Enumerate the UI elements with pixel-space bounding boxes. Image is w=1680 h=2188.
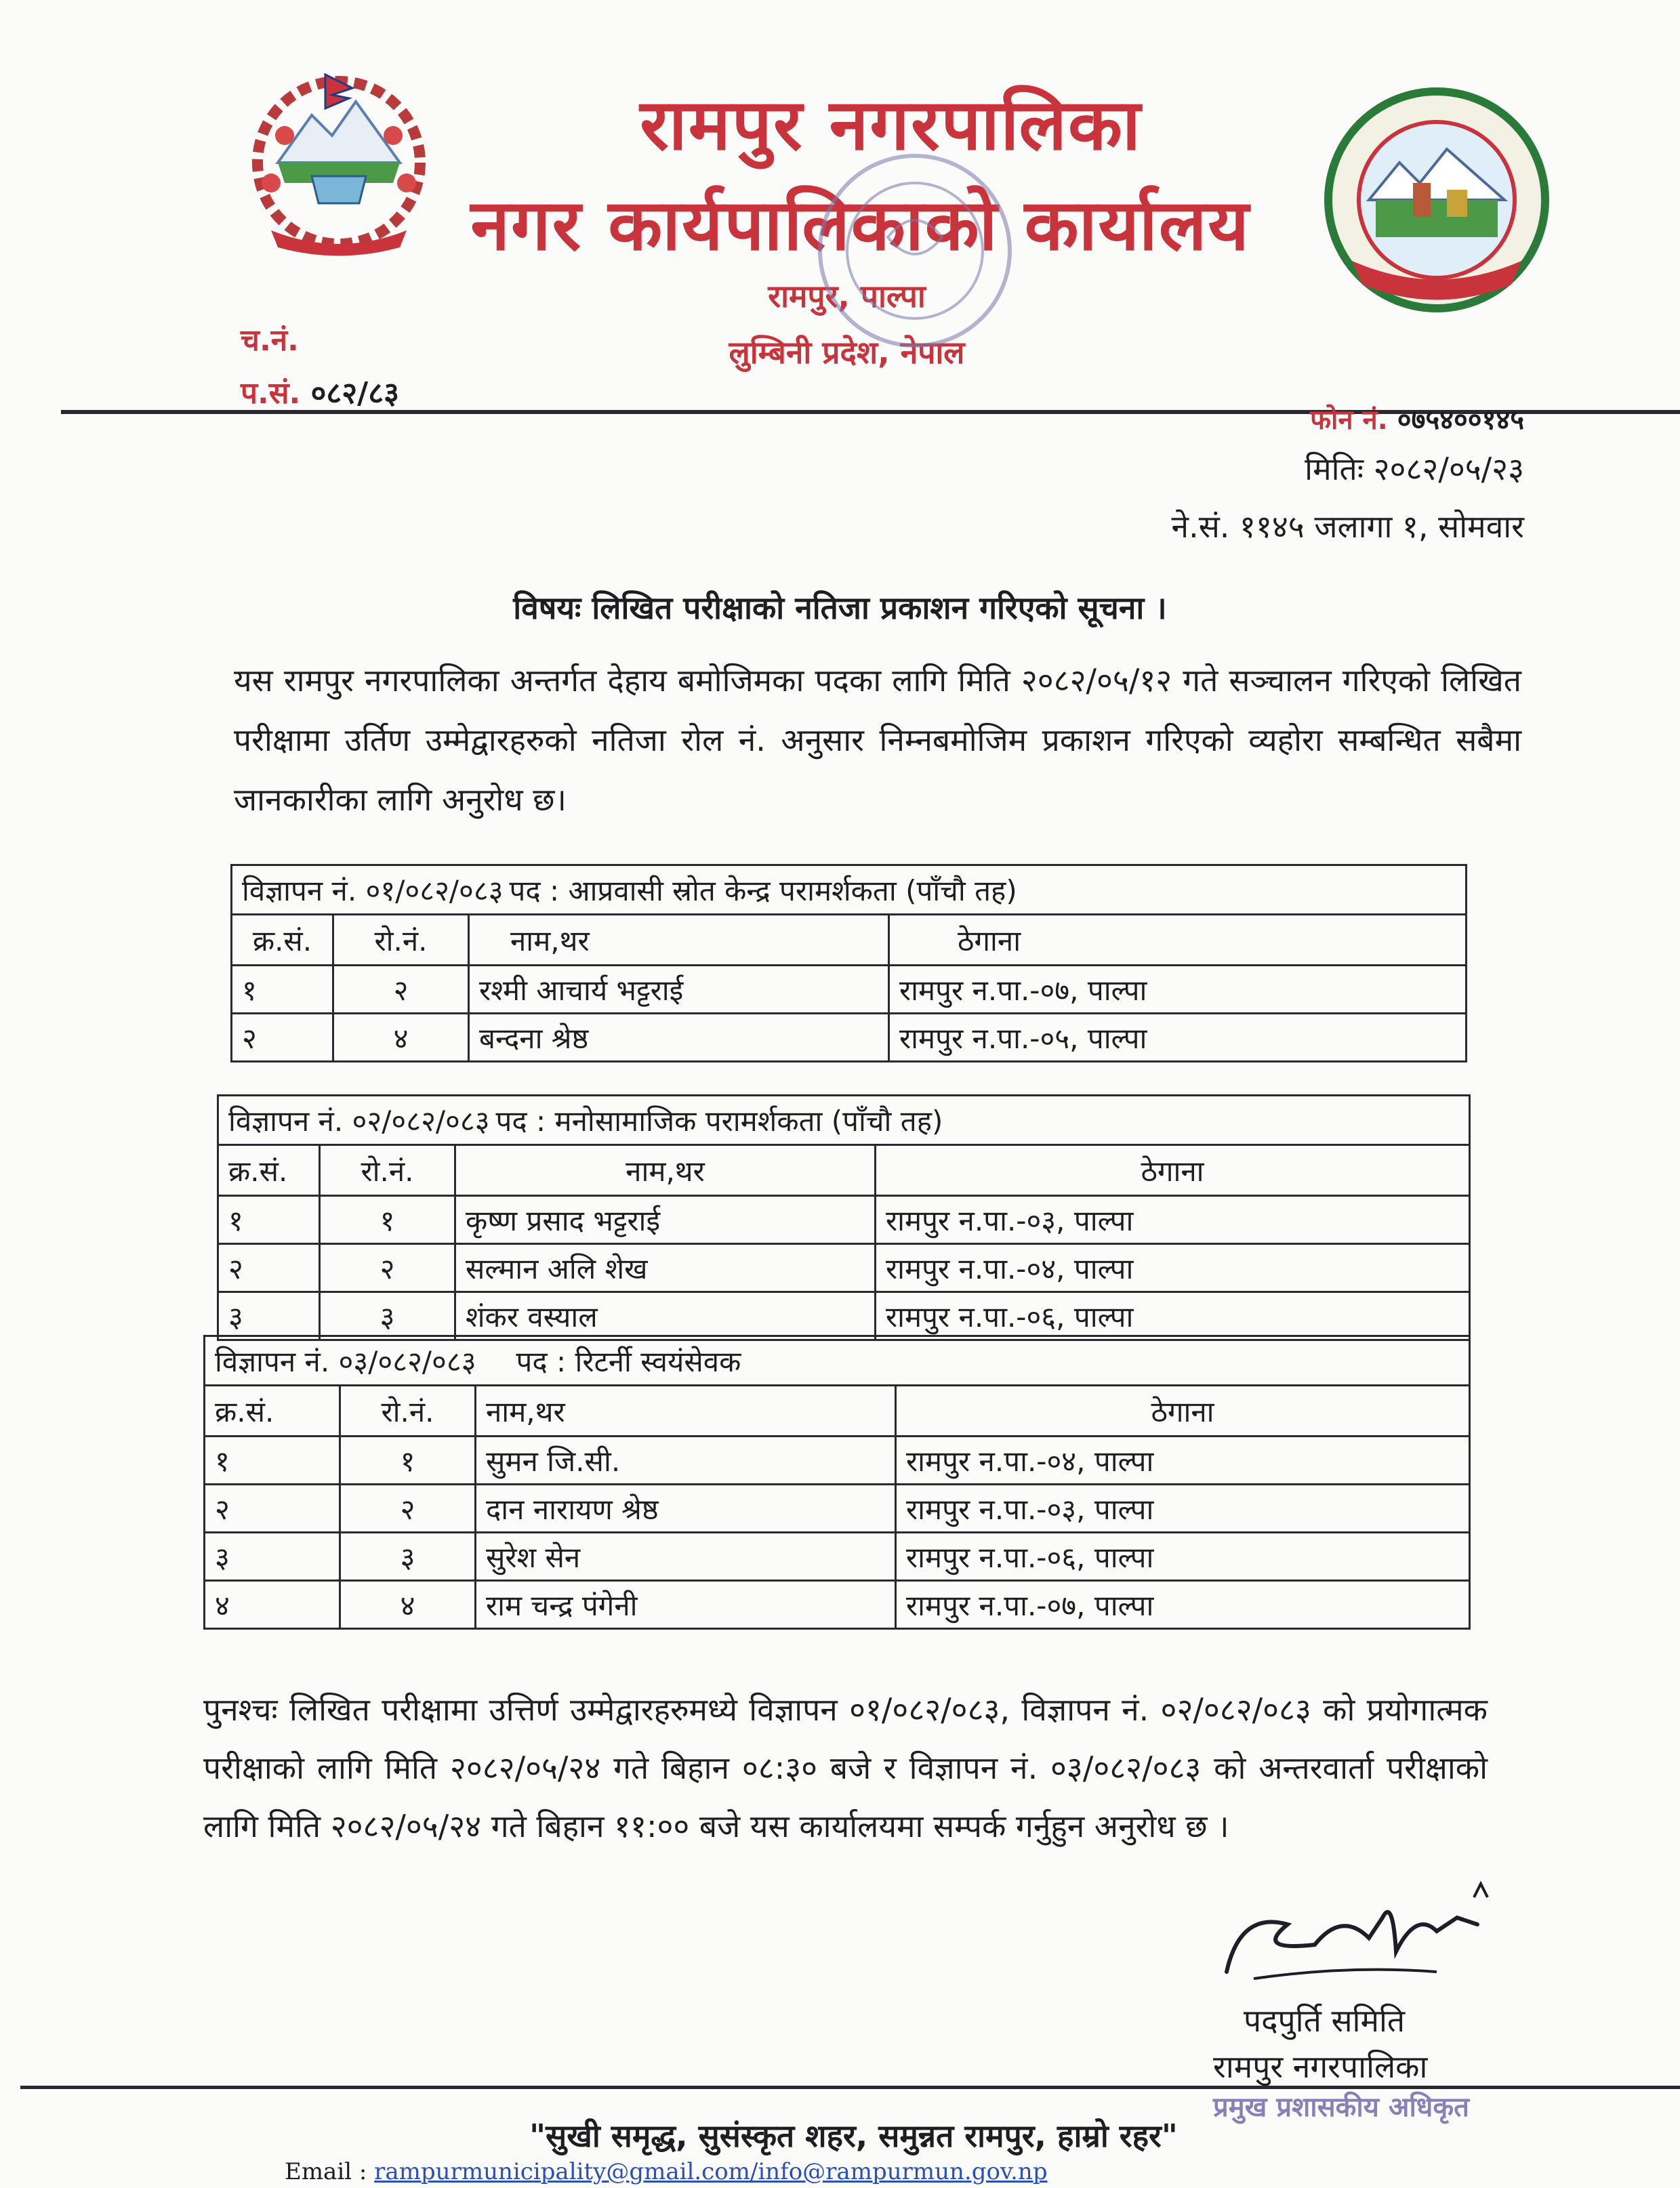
ad-header-row bbox=[205, 1336, 1470, 1386]
cell-serial: २ bbox=[218, 1244, 320, 1292]
cell-serial: ४ bbox=[205, 1581, 340, 1629]
col-serial: क्र.सं. bbox=[218, 1145, 320, 1196]
dispatch-number-label: च.नं. bbox=[241, 323, 299, 358]
col-roll: रो.नं. bbox=[320, 1145, 455, 1196]
post-title: पद : आप्रवासी स्रोत केन्द्र परामर्शकता (पाँचौ तह) bbox=[469, 865, 1467, 915]
intro-paragraph: यस रामपुर नगरपालिका अन्तर्गत देहाय बमोजिमका पदका लागि मिति २०८२/०५/१२ गते सञ्चालन गरिएको लिखित परीक्षामा उर्तिण उम्मेद्वारहरुको नतिजा रोल नं. अनुसार निम्नबमोजिम प्रकाशन गरिएको व्यहोरा सम्बन्धित सबैमा जानकारीका लागि अनुरोध छ। bbox=[234, 662, 1521, 818]
cell-address: रामपुर न.पा.-०७, पाल्पा bbox=[896, 1581, 1470, 1629]
cell-roll: ३ bbox=[340, 1533, 476, 1581]
dispatch-number bbox=[241, 318, 299, 359]
cell-roll: ४ bbox=[333, 1014, 469, 1062]
cell-roll: २ bbox=[333, 966, 469, 1014]
cell-name: शंकर वस्याल bbox=[455, 1292, 876, 1340]
col-address: ठेगाना bbox=[896, 1386, 1470, 1437]
cell-roll: ४ bbox=[340, 1581, 476, 1629]
postscript-paragraph: पुनश्चः लिखित परीक्षामा उत्तिर्ण उम्मेद्वारहरुमध्ये विज्ञापन ०१/०८२/०८३, विज्ञापन नं. ०२/०८२/०८३ को प्रयोगात्मक परीक्षाको लागि मिति २०८२/०५/२४ गते बिहान ०८:३० बजे र विज्ञापन नं. ०३/०८२/०८३ को अन्तरवार्ता परीक्षाको लागि मिति २०८२/०५/२४ गते बिहान ११:०० बजे यस कार्यालयमा सम्पर्क गर्नुहुन अनुरोध छ । bbox=[203, 1691, 1488, 1844]
address-line-1: रामपुर, पाल्पा bbox=[768, 278, 926, 314]
fiscal-year-value: ०८२/८३ bbox=[310, 376, 399, 411]
col-serial: क्र.सं. bbox=[232, 915, 333, 966]
fiscal-year-label: प.सं. bbox=[241, 376, 301, 411]
cell-name: सल्मान अलि शेख bbox=[455, 1244, 876, 1292]
office-stamp-icon bbox=[806, 136, 1023, 366]
cell-address: रामपुर न.पा.-०७, पाल्पा bbox=[889, 966, 1467, 1014]
email-label: Email : bbox=[285, 2158, 367, 2185]
phone-label: फोन नं. bbox=[1310, 405, 1388, 436]
col-name: नाम,थर bbox=[469, 915, 889, 966]
cell-address: रामपुर न.पा.-०४, पाल्पा bbox=[876, 1244, 1470, 1292]
table-row bbox=[205, 1485, 1470, 1533]
table-row bbox=[218, 1292, 1470, 1340]
address-line-2: लुम्बिनी प्रदेश, नेपाल bbox=[729, 334, 965, 371]
cell-serial: १ bbox=[232, 966, 333, 1014]
col-address: ठेगाना bbox=[889, 915, 1467, 966]
cell-serial: २ bbox=[205, 1485, 340, 1533]
nepal-sambat-date: ने.सं. ११४५ जलागा १, सोमवार bbox=[1171, 508, 1524, 545]
col-serial: क्र.सं. bbox=[205, 1386, 340, 1437]
col-roll: रो.नं. bbox=[333, 915, 469, 966]
ad-number: विज्ञापन नं. ०२/०८२/०८३ bbox=[218, 1096, 455, 1145]
cell-roll: १ bbox=[340, 1437, 476, 1485]
cell-name: राम चन्द्र पंगेनी bbox=[476, 1581, 896, 1629]
col-address: ठेगाना bbox=[876, 1145, 1470, 1196]
notice-date: मितिः २०८२/०५/२३ bbox=[1305, 451, 1524, 487]
results-table-3 bbox=[203, 1335, 1471, 1630]
table-row bbox=[205, 1533, 1470, 1581]
municipality-logo-icon bbox=[1311, 81, 1562, 325]
cell-address: रामपुर न.पा.-०६, पाल्पा bbox=[876, 1292, 1470, 1340]
column-header-row bbox=[205, 1386, 1470, 1437]
table-row bbox=[218, 1244, 1470, 1292]
cell-name: रश्मी आचार्य भट्टराई bbox=[469, 966, 889, 1014]
cell-address: रामपुर न.पा.-०३, पाल्पा bbox=[876, 1196, 1470, 1244]
municipality-motto: "सुखी समृद्ध, सुसंस्कृत शहर, समुन्नत रामपुर, हाम्रो रहर" bbox=[529, 2118, 1178, 2154]
email-link[interactable]: rampurmunicipality@gmail.com/info@rampurmun.gov.np bbox=[374, 2158, 1048, 2185]
cell-roll: ३ bbox=[320, 1292, 455, 1340]
table-row bbox=[205, 1437, 1470, 1485]
results-table-1 bbox=[230, 864, 1467, 1062]
ad-number: विज्ञापन नं. ०१/०८२/०८३ bbox=[232, 865, 469, 915]
notice-subject: विषयः लिखित परीक्षाको नतिजा प्रकाशन गरिएको सूचना । bbox=[513, 590, 1167, 626]
cell-address: रामपुर न.पा.-०५, पाल्पा bbox=[889, 1014, 1467, 1062]
col-name: नाम,थर bbox=[455, 1145, 876, 1196]
ad-header-row bbox=[218, 1096, 1470, 1145]
ad-header-row bbox=[232, 865, 1467, 915]
office-name: नगर कार्यपालिकाको कार्यालय bbox=[470, 183, 1250, 266]
cell-serial: ३ bbox=[218, 1292, 320, 1340]
results-table-2 bbox=[217, 1094, 1471, 1341]
post-title: पद : मनोसामाजिक परामर्शकता (पाँचौ तह) bbox=[455, 1096, 1470, 1145]
ad-number: विज्ञापन नं. ०३/०८२/०८३ bbox=[205, 1336, 476, 1386]
table-row bbox=[232, 966, 1467, 1014]
fiscal-year bbox=[241, 371, 399, 412]
phone-number bbox=[1310, 400, 1524, 437]
table-row bbox=[218, 1196, 1470, 1244]
table-row bbox=[205, 1581, 1470, 1629]
municipality-name: रामपुर नगरपालिका bbox=[640, 83, 1142, 166]
post-title: पद : रिटर्नी स्वयंसेवक bbox=[476, 1336, 1470, 1386]
cell-serial: १ bbox=[205, 1437, 340, 1485]
signature-icon bbox=[1213, 1870, 1518, 1992]
column-header-row bbox=[218, 1145, 1470, 1196]
cell-serial: ३ bbox=[205, 1533, 340, 1581]
cell-address: रामपुर न.पा.-०३, पाल्पा bbox=[896, 1485, 1470, 1533]
cell-roll: २ bbox=[340, 1485, 476, 1533]
cell-name: दान नारायण श्रेष्ठ bbox=[476, 1485, 896, 1533]
contact-line bbox=[285, 2158, 1048, 2185]
cell-roll: २ bbox=[320, 1244, 455, 1292]
col-name: नाम,थर bbox=[476, 1386, 896, 1437]
col-roll: रो.नं. bbox=[340, 1386, 476, 1437]
phone-value: ०७५४००१४५ bbox=[1397, 405, 1524, 436]
cell-name: सुमन जि.सी. bbox=[476, 1437, 896, 1485]
cell-name: कृष्ण प्रसाद भट्टराई bbox=[455, 1196, 876, 1244]
column-header-row bbox=[232, 915, 1467, 966]
signatory-office: रामपुर नगरपालिका bbox=[1213, 2048, 1428, 2085]
officer-stamp: प्रमुख प्रशासकीय अधिकृत bbox=[1213, 2092, 1469, 2123]
cell-name: बन्दना श्रेष्ठ bbox=[469, 1014, 889, 1062]
committee-name: पदपुर्ति समिति bbox=[1244, 2002, 1406, 2039]
cell-address: रामपुर न.पा.-०४, पाल्पा bbox=[896, 1437, 1470, 1485]
cell-name: सुरेश सेन bbox=[476, 1533, 896, 1581]
cell-roll: १ bbox=[320, 1196, 455, 1244]
table-row bbox=[232, 1014, 1467, 1062]
cell-serial: २ bbox=[232, 1014, 333, 1062]
cell-address: रामपुर न.पा.-०६, पाल्पा bbox=[896, 1533, 1470, 1581]
cell-serial: १ bbox=[218, 1196, 320, 1244]
